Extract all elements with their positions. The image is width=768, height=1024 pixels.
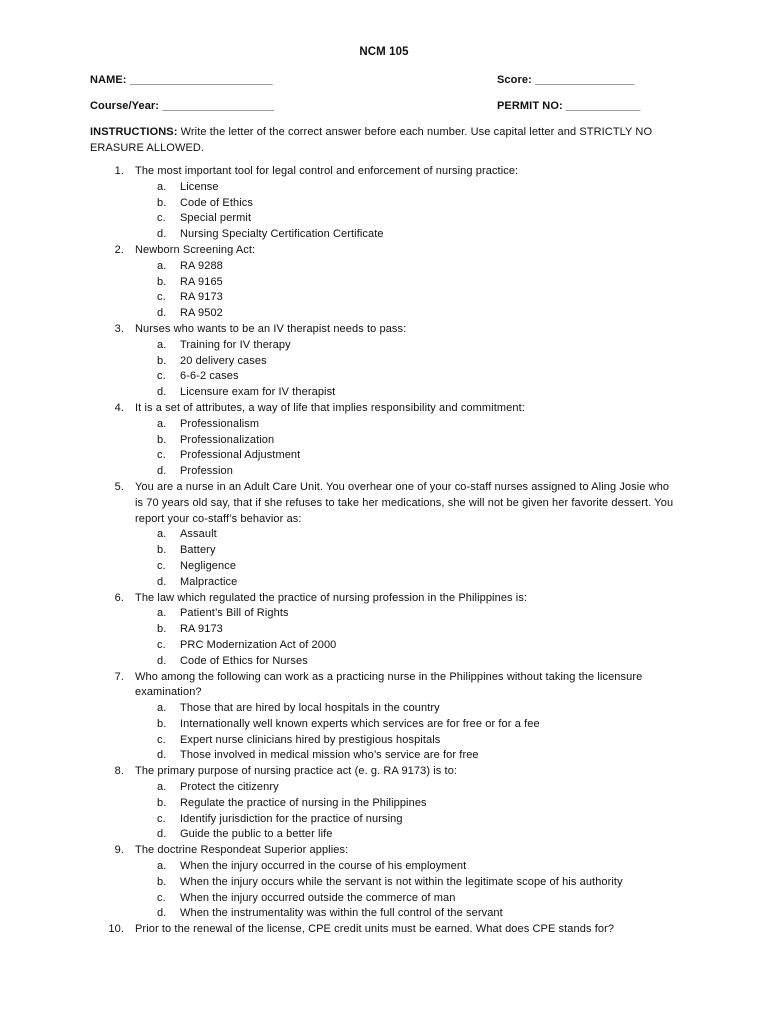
option-text: Malpractice <box>180 575 238 588</box>
answer-option <box>0 780 768 796</box>
answer-option <box>0 464 768 480</box>
option-text: Internationally well known experts which services are for free or for a fee <box>180 717 540 730</box>
question-text: The law which regulated the practice of nursing profession in the Philippines is: <box>135 591 528 604</box>
question-item <box>0 764 768 780</box>
option-letter: d. <box>157 828 167 841</box>
option-text: Code of Ethics for Nurses <box>180 654 308 667</box>
question-text: It is a set of attributes, a way of life that implies responsibility and commitment: <box>135 401 525 414</box>
answer-option <box>0 180 768 196</box>
question-item <box>0 922 768 938</box>
option-text: Code of Ethics <box>180 196 253 209</box>
option-text: Assault <box>180 528 217 541</box>
option-letter: b. <box>157 433 167 446</box>
option-letter: a. <box>157 781 167 794</box>
answer-option <box>0 275 768 291</box>
option-letter: b. <box>157 717 167 730</box>
answer-option <box>0 338 768 354</box>
answer-option <box>0 733 768 749</box>
question-item <box>0 843 768 859</box>
option-letter: d. <box>157 749 167 762</box>
option-letter: d. <box>157 907 167 920</box>
answer-option <box>0 306 768 322</box>
answer-option <box>0 543 768 559</box>
question-item <box>0 164 768 180</box>
option-letter: d. <box>157 465 167 478</box>
question-number: 8. <box>114 765 124 778</box>
option-letter: b. <box>157 544 167 557</box>
name-field: NAME: _______________________ <box>90 74 273 86</box>
option-letter: c. <box>157 291 166 304</box>
answer-option <box>0 875 768 891</box>
option-letter: b. <box>157 196 167 209</box>
option-text: RA 9173 <box>180 291 223 304</box>
instructions-text: Write the letter of the correct answer before each number. Use capital letter and STRICTLY NO ERASURE ALLOWED. <box>90 126 653 154</box>
answer-option <box>0 622 768 638</box>
option-letter: b. <box>157 796 167 809</box>
answer-option <box>0 827 768 843</box>
option-text: 6-6-2 cases <box>180 370 239 383</box>
permit-no-field: PERMIT NO: ____________ <box>497 100 641 112</box>
option-letter: b. <box>157 354 167 367</box>
question-number: 6. <box>114 591 124 604</box>
option-text: RA 9502 <box>180 307 223 320</box>
question-item <box>0 670 768 702</box>
answer-option <box>0 638 768 654</box>
answer-option <box>0 796 768 812</box>
option-text: RA 9173 <box>180 623 223 636</box>
answer-option <box>0 559 768 575</box>
option-letter: a. <box>157 528 167 541</box>
answer-option <box>0 354 768 370</box>
option-text: Those that are hired by local hospitals in the country <box>180 702 440 715</box>
option-letter: a. <box>157 338 167 351</box>
option-text: Battery <box>180 544 216 557</box>
option-text: Professionalism <box>180 417 260 430</box>
question-text: Newborn Screening Act: <box>135 243 256 256</box>
instructions-lead: INSTRUCTIONS: <box>90 126 178 138</box>
option-text: RA 9288 <box>180 259 223 272</box>
option-letter: d. <box>157 654 167 667</box>
option-letter: d. <box>157 228 167 241</box>
question-text: You are a nurse in an Adult Care Unit. You overhear one of your co-staff nurses assigned to Aling Josie who is 70 years old say, that if she refuses to take her medications, she will not be given her favorite dessert. You report your co-staff’s behavior as: <box>135 480 674 525</box>
option-letter: b. <box>157 875 167 888</box>
question-item <box>0 401 768 417</box>
question-number: 3. <box>114 322 124 335</box>
answer-option <box>0 748 768 764</box>
option-text: When the instrumentality was within the full control of the servant <box>180 907 503 920</box>
answer-option <box>0 891 768 907</box>
option-text: RA 9165 <box>180 275 223 288</box>
option-text: Protect the citizenry <box>180 781 279 794</box>
answer-option <box>0 196 768 212</box>
answer-option <box>0 369 768 385</box>
option-text: When the injury occurred outside the commerce of man <box>180 891 456 904</box>
option-text: Guide the public to a better life <box>180 828 333 841</box>
option-letter: c. <box>157 812 166 825</box>
option-text: Nursing Specialty Certification Certificate <box>180 228 384 241</box>
option-letter: a. <box>157 259 167 272</box>
answer-option <box>0 385 768 401</box>
option-text: Training for IV therapy <box>180 338 291 351</box>
score-field: Score: ________________ <box>497 74 635 86</box>
answer-option <box>0 701 768 717</box>
option-letter: c. <box>157 891 166 904</box>
answer-option <box>0 448 768 464</box>
question-item <box>0 480 768 527</box>
option-text: License <box>180 180 219 193</box>
answer-option <box>0 606 768 622</box>
answer-option <box>0 654 768 670</box>
answer-option <box>0 812 768 828</box>
option-text: Professional Adjustment <box>180 449 301 462</box>
option-text: Regulate the practice of nursing in the Philippines <box>180 796 427 809</box>
question-text: Nurses who wants to be an IV therapist needs to pass: <box>135 322 407 335</box>
answer-option <box>0 417 768 433</box>
question-number: 9. <box>114 844 124 857</box>
question-number: 2. <box>114 243 124 256</box>
question-item <box>0 322 768 338</box>
option-letter: b. <box>157 275 167 288</box>
option-letter: d. <box>157 575 167 588</box>
answer-option <box>0 290 768 306</box>
option-text: When the injury occurred in the course of his employment <box>180 860 467 873</box>
question-number: 1. <box>114 165 124 177</box>
question-text: Prior to the renewal of the license, CPE credit units must be earned. What does CPE stands for? <box>135 923 615 936</box>
answer-option <box>0 211 768 227</box>
answer-option <box>0 527 768 543</box>
question-number: 5. <box>114 480 124 493</box>
answer-option <box>0 433 768 449</box>
option-text: Professionalization <box>180 433 275 446</box>
answer-option <box>0 259 768 275</box>
option-text: Expert nurse clinicians hired by prestigious hospitals <box>180 733 441 746</box>
question-number: 10. <box>108 923 124 936</box>
option-letter: c. <box>157 449 166 462</box>
option-text: Profession <box>180 465 233 478</box>
instructions <box>90 124 690 156</box>
option-text: Licensure exam for IV therapist <box>180 386 336 399</box>
question-text: The primary purpose of nursing practice act (e. g. RA 9173) is to: <box>135 765 458 778</box>
question-number: 7. <box>114 670 124 683</box>
option-letter: a. <box>157 702 167 715</box>
option-letter: d. <box>157 386 167 399</box>
option-letter: a. <box>157 417 167 430</box>
answer-option <box>0 717 768 733</box>
course-year-field: Course/Year: __________________ <box>90 100 275 112</box>
option-text: 20 delivery cases <box>180 354 267 367</box>
question-text: The doctrine Respondeat Superior applies: <box>135 844 349 857</box>
option-text: Negligence <box>180 559 237 572</box>
question-text: Who among the following can work as a practicing nurse in the Philippines without taking the licensure examination? <box>135 670 643 699</box>
option-letter: c. <box>157 559 166 572</box>
answer-option <box>0 859 768 875</box>
option-letter: a. <box>157 860 167 873</box>
question-item <box>0 243 768 259</box>
option-letter: c. <box>157 212 166 225</box>
answer-option <box>0 575 768 591</box>
answer-option <box>0 906 768 922</box>
option-text: Special permit <box>180 212 252 225</box>
option-text: Those involved in medical mission who’s service are for free <box>180 749 479 762</box>
option-text: PRC Modernization Act of 2000 <box>180 638 337 651</box>
answer-option <box>0 227 768 243</box>
option-letter: c. <box>157 733 166 746</box>
option-letter: a. <box>157 180 167 193</box>
option-letter: a. <box>157 607 167 620</box>
question-text: The most important tool for legal control and enforcement of nursing practice: <box>135 165 519 177</box>
option-letter: b. <box>157 623 167 636</box>
option-text: When the injury occurs while the servant is not within the legitimate scope of his authority <box>180 875 623 888</box>
question-number: 4. <box>114 401 124 414</box>
exam-title: NCM 105 <box>359 46 409 58</box>
question-list <box>0 164 768 938</box>
option-letter: d. <box>157 307 167 320</box>
option-text: Patient’s Bill of Rights <box>180 607 289 620</box>
question-item <box>0 591 768 607</box>
option-text: Identify jurisdiction for the practice of nursing <box>180 812 403 825</box>
option-letter: c. <box>157 638 166 651</box>
option-letter: c. <box>157 370 166 383</box>
